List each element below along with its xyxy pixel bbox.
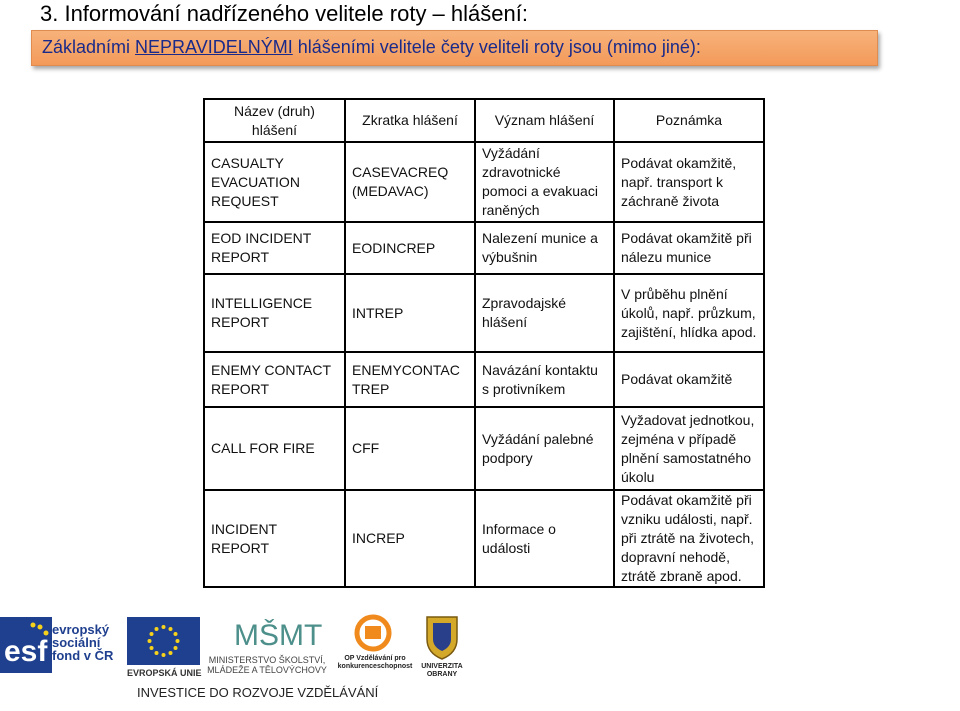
subtitle-text	[42, 37, 701, 58]
cell-name: CASUALTY EVACUATION REQUEST	[204, 142, 345, 222]
eu-flag-icon	[127, 617, 200, 665]
op-logo-icon	[348, 613, 398, 653]
cell-name: CALL FOR FIRE	[204, 407, 345, 490]
subtitle-underlined: NEPRAVIDELNÝMI	[135, 37, 293, 57]
eu-label: EVROPSKÁ UNIE	[127, 668, 202, 678]
cell-note: Podávat okamžitě	[614, 352, 764, 407]
msmt-logo-icon	[232, 613, 323, 653]
msmt-label: MINISTERSTVO ŠKOLSTVÍ, MLÁDEŽE A TĚLOVÝCHOVY	[207, 655, 327, 675]
cell-name: ENEMY CONTACT REPORT	[204, 352, 345, 407]
table-row	[204, 274, 764, 352]
svg-text:esf: esf	[4, 635, 48, 668]
subtitle-suffix: hlášeními velitele čety veliteli roty jsou (mimo jiné):	[292, 37, 701, 57]
uo-label: UNIVERZITA OBRANY	[421, 663, 463, 678]
cell-note: Podávat okamžitě při vzniku události, např. při ztrátě na životech, dopravní nehodě, ztrátě zbraně apod.	[614, 490, 764, 587]
cell-name: INCIDENT REPORT	[204, 490, 345, 587]
cell-meaning: Informace o události	[475, 490, 614, 587]
subtitle-banner	[31, 30, 878, 66]
reports-table	[203, 98, 765, 588]
esf-logo-icon	[0, 617, 52, 673]
table-row	[204, 222, 764, 274]
uo-crest-icon	[424, 613, 460, 661]
cell-meaning: Vyžádání zdravotnické pomoci a evakuaci raněných	[475, 142, 614, 222]
header-abbrev: Zkratka hlášení	[345, 99, 475, 142]
table-row	[204, 142, 764, 222]
cell-abbrev: CFF	[345, 407, 475, 490]
cell-note: Podávat okamžitě při nálezu munice	[614, 222, 764, 274]
cell-meaning: Vyžádání palebné podpory	[475, 407, 614, 490]
cell-name: EOD INCIDENT REPORT	[204, 222, 345, 274]
page-title: 3. Informování nadřízeného velitele roty – hlášení:	[40, 1, 528, 26]
cell-abbrev: CASEVACREQ (MEDAVAC)	[345, 142, 475, 222]
cell-note: Podávat okamžitě, např. transport k záchraně života	[614, 142, 764, 222]
table-header-row	[204, 99, 764, 142]
footer-logos	[0, 605, 960, 711]
op-label: OP Vzdělávání pro konkurenceschopnost	[337, 655, 413, 670]
cell-abbrev: INTREP	[345, 274, 475, 352]
header-meaning: Význam hlášení	[475, 99, 614, 142]
cell-meaning: Nalezení munice a výbušnin	[475, 222, 614, 274]
investice-slogan: INVESTICE DO ROZVOJE VZDĚLÁVÁNÍ	[137, 685, 379, 700]
table-row	[204, 352, 764, 407]
header-name: Název (druh) hlášení	[204, 99, 345, 142]
svg-text:MŠMT: MŠMT	[234, 619, 323, 652]
cell-name: INTELLIGENCE REPORT	[204, 274, 345, 352]
table-row	[204, 490, 764, 587]
esf-label: evropský sociální fond v ČR	[52, 622, 114, 663]
table-row	[204, 407, 764, 490]
cell-abbrev: EODINCREP	[345, 222, 475, 274]
cell-meaning: Zpravodajské hlášení	[475, 274, 614, 352]
cell-note: V průběhu plnění úkolů, např. průzkum, zajištění, hlídka apod.	[614, 274, 764, 352]
cell-abbrev: ENEMYCONTAC TREP	[345, 352, 475, 407]
header-note: Poznámka	[614, 99, 764, 142]
cell-abbrev: INCREP	[345, 490, 475, 587]
cell-note: Vyžadovat jednotkou, zejména v případě plnění samostatného úkolu	[614, 407, 764, 490]
cell-meaning: Navázání kontaktu s protivníkem	[475, 352, 614, 407]
subtitle-prefix: Základními	[42, 37, 136, 57]
